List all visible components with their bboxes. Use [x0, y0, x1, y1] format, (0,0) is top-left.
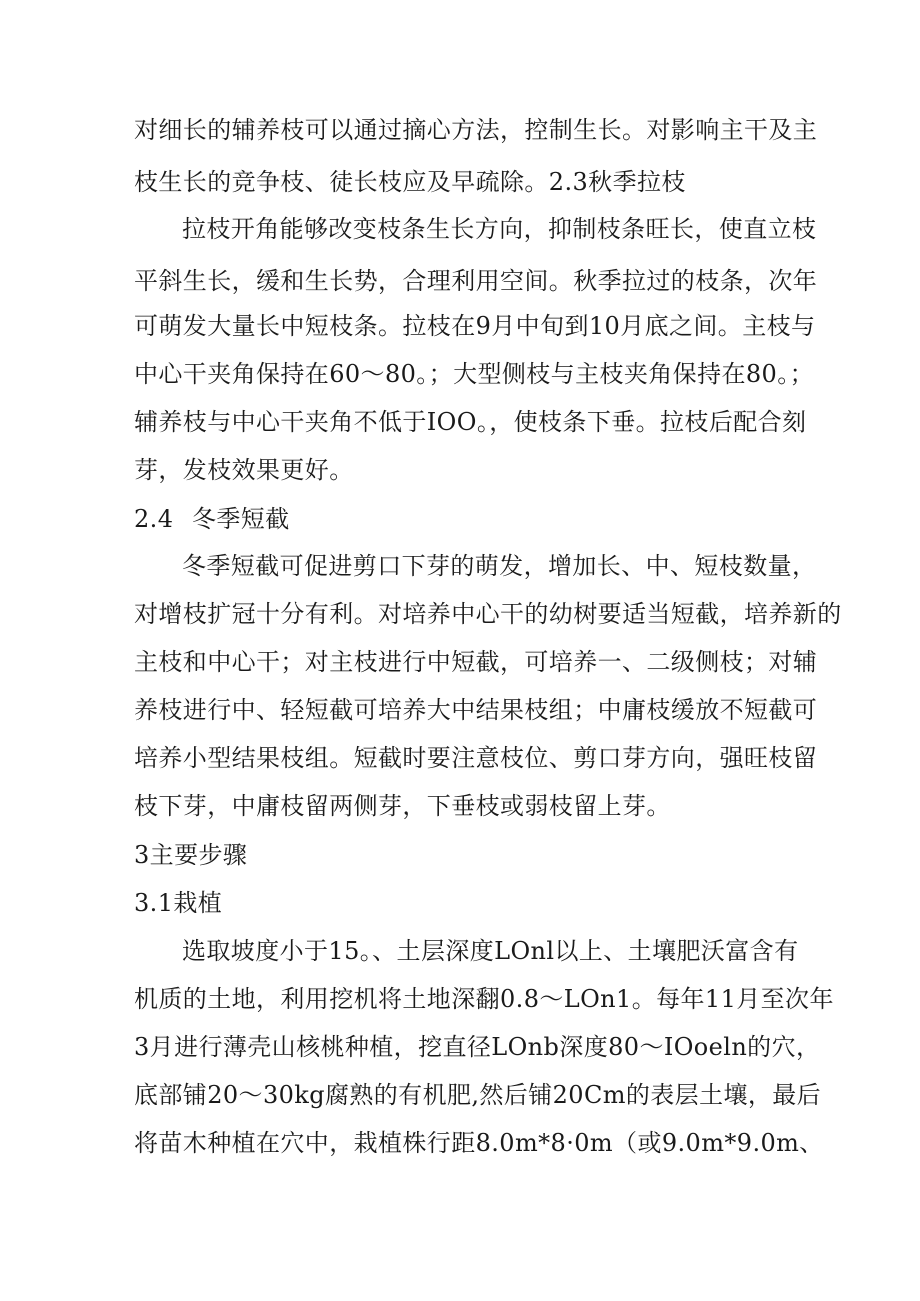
- text-line: 可萌发大量长中短枝条。拉枝在9月中旬到10月底之间。主枝与: [134, 312, 816, 340]
- text-line: 枝下芽，中庸枝留两侧芽，下垂枝或弱枝留上芽。: [134, 792, 671, 820]
- section-heading: 3主要步骤: [134, 841, 248, 869]
- text-line: 中心干夹角保持在60～80。；大型侧枝与主枝夹角保持在80。；: [134, 360, 815, 388]
- text-line: 主枝和中心干；对主枝进行中短截，可培养一、二级侧枝；对辅: [134, 648, 818, 676]
- section-number: 2.4: [134, 505, 174, 533]
- text-line: 辅养枝与中心干夹角不低于IOO。，使枝条下垂。拉枝后配合刻: [134, 408, 807, 436]
- text-line: 对增枝扩冠十分有利。对培养中心干的幼树要适当短截，培养新的: [134, 600, 842, 628]
- subsection-heading: 3.1栽植: [134, 889, 223, 917]
- text-line: 培养小型结果枝组。短截时要注意枝位、剪口芽方向，强旺枝留: [134, 744, 818, 772]
- text-line: 芽，发枝效果更好。: [134, 456, 354, 484]
- text-line: 养枝进行中、轻短截可培养大中结果枝组；中庸枝缓放不短截可: [134, 696, 818, 724]
- text-line: 底部铺20～30kg腐熟的有机肥,然后铺20Cm的表层土壤，最后: [134, 1081, 822, 1109]
- section-title: 冬季短截: [192, 505, 290, 533]
- text-line: 对细长的辅养枝可以通过摘心方法，控制生长。对影响主干及主: [134, 116, 818, 144]
- text-line: 3月进行薄壳山核桃种植，挖直径LOnb深度80～IOoeln的穴，: [134, 1033, 821, 1061]
- text-line: 拉枝开角能够改变枝条生长方向，抑制枝条旺长，使直立枝: [182, 215, 817, 243]
- text-line: 机质的土地，利用挖机将土地深翻0.8～LOn1。每年11月至次年: [134, 985, 834, 1013]
- text-line: 平斜生长，缓和生长势，合理利用空间。秋季拉过的枝条，次年: [134, 267, 818, 295]
- text-line: 选取坡度小于15。、土层深度LOnl以上、土壤肥沃富含有: [182, 937, 799, 965]
- text-line: 将苗木种植在穴中，栽植株行距8.0m*8·0m（或9.0m*9.0m、: [134, 1129, 824, 1157]
- text-line: 冬季短截可促进剪口下芽的萌发，增加长、中、短枝数量，: [182, 552, 817, 580]
- text-line: 枝生长的竞争枝、徒长枝应及早疏除。2.3秋季拉枝: [134, 168, 686, 196]
- section-heading-2-4: [134, 507, 290, 531]
